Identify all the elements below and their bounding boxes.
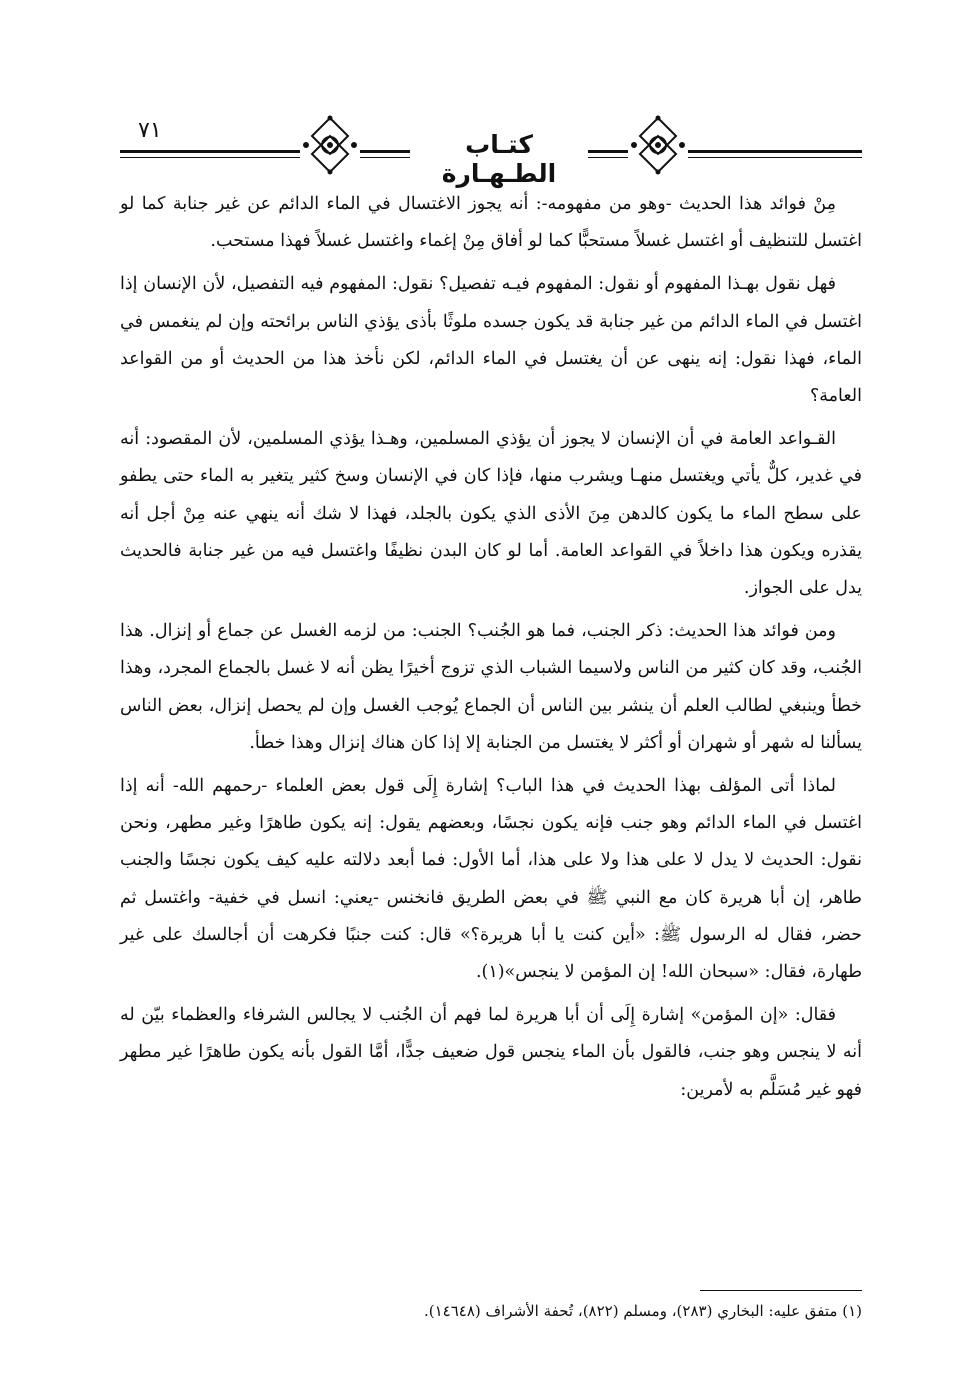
page-header	[120, 112, 862, 188]
main-text	[120, 186, 862, 1115]
paragraph: فقال: «إن المؤمن» إشارة إِلَى أن أبا هريرة لما فهم أن الجُنب لا يجالس الشرفاء والعظماء بيّن له أنه لا ينجس وهو جنب، فالقول بأن الماء ينجس قول ضعيف جدًّا، أمَّا القول بأنه يكون طاهرًا غير مطهر فهو غير مُسَلَّم به لأمرين:	[120, 1005, 862, 1100]
paragraph: فهل نقول بهـذا المفهوم أو نقول: المفهوم فيـه تفصيل؟ نقول: المفهوم فيه التفصيل، لأن الإنسان إذا اغتسل في الماء الدائم من غير جنابة قد يكون جسده ملوثًا بأذى يؤذي الناس برائحته وإن لم ينغمس في الماء، فهذا نقول: إنه ينهى عن أن يغتسل في الماء الدائم، لكن نأخذ هذا من الحديث أو من القواعد العامة؟	[120, 274, 862, 407]
page-number: ٧١	[138, 118, 162, 143]
footnote-separator	[700, 1290, 862, 1291]
arabesque-ornament-icon	[300, 114, 360, 176]
running-title: كتـاب الطـهـارة	[410, 130, 588, 188]
paragraph: مِنْ فوائد هذا الحديث -وهو من مفهومه-: أنه يجوز الاغتسال في الماء الدائم عن غير جنابة كما لو اغتسل للتنظيف أو اغتسل غسلاً مستحبًّا كما لو أفاق مِنْ إغماء واغتسل غسلاً فهذا مستحب.	[120, 194, 862, 252]
paragraph: ومن فوائد هذا الحديث: ذكر الجنب، فما هو الجُنب؟ الجنب: من لزمه الغسل عن جماع أو إنزال. هذا الجُنب، وقد كان كثير من الناس ولاسيما الشباب الذي تزوج أخيرًا يظن أنه لا غسل بالجماع المجرد، وهذا خطأ وينبغي لطالب العلم أن ينشر بين الناس أن الجماع يُوجب الغسل وإن لم يحصل إنزال، بعض الناس يسألنا له شهر أو شهران أو أكثر لا يغتسل من الجنابة إلا إذا كان هناك إنزال وهذا خطأ.	[120, 621, 862, 753]
paragraph: القـواعد العامة في أن الإنسان لا يجوز أن يؤذي المسلمين، وهـذا يؤذي المسلمين، لأن المقصود: أنه في غدير، كلٌّ يأتي ويغتسل منهـا ويشرب منها، فإذا كان في الإنسان وسخ كثير يتغير به الماء حتى يطفو على سطح الماء ما يكون كالدهن مِنَ الأذى الذي يكون بالجلد، فهذا لا شك أنه ينهي عنه مِنْ أجل أنه يقذره ويكون هذا داخلاً في القواعد العامة. أما لو كان البدن نظيفًا واغتسل فيه من غير جنابة فالحديث يدل على الجواز.	[120, 429, 862, 599]
arabesque-ornament-icon	[628, 114, 688, 176]
footnote: (١) متفق عليه: البخاري (٢٨٣)، ومسلم (٨٢٢)، تُحفة الأشراف (١٤٦٤٨).	[424, 1302, 862, 1320]
paragraph: لماذا أتى المؤلف بهذا الحديث في هذا الباب؟ إشارة إِلَى قول بعض العلماء -رحمهم الله- أنه إذا اغتسل في الماء الدائم وهو جنب فإنه يكون نجسًا، وبعضهم يقول: إنه يكون طاهرًا وغير مطهر، ونحن نقول: الحديث لا يدل لا على هذا ولا على هذا، أما الأول: فما أبعد دلالته عليه كيف يكون نجسًا والجنب طاهر، إن أبا هريرة كان مع النبي ﷺ في بعض الطريق فانخنس -يعني: انسل في خفية- واغتسل ثم حضر، فقال له الرسول ﷺ: «أين كنت يا أبا هريرة؟» قال: كنت جنبًا فكرهت أن أجالسك على غير طهارة، فقال: «سبحان الله! إن المؤمن لا ينجس»(١).	[120, 776, 862, 983]
